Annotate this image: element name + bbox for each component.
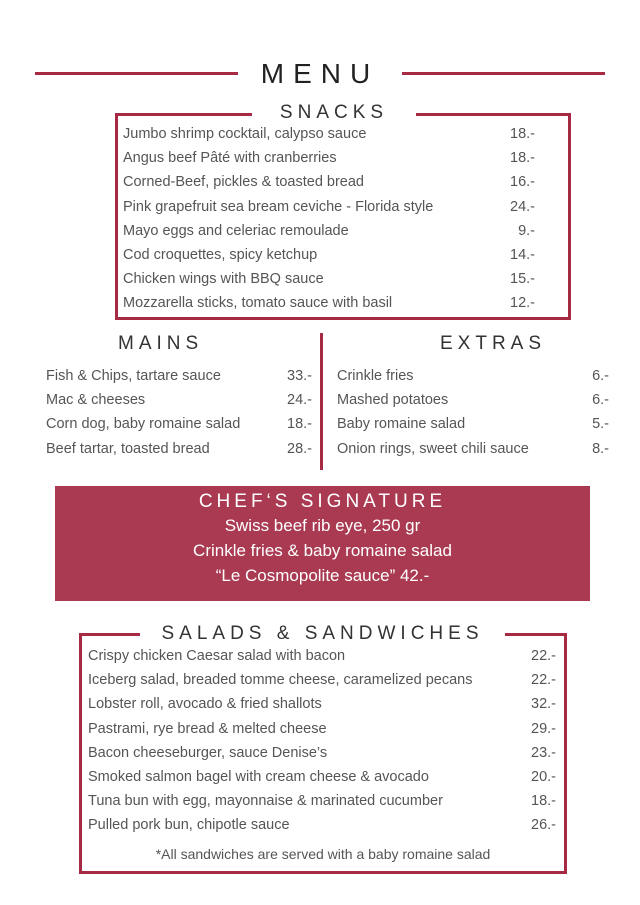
mains-extras-divider [320, 333, 323, 470]
menu-title: MENU [260, 58, 380, 89]
menu-item-name: Fish & Chips, tartare sauce [46, 368, 221, 384]
snacks-heading: SNACKS [252, 102, 416, 124]
menu-item-price: 18.- [510, 150, 535, 167]
extras-heading: EXTRAS [440, 333, 547, 354]
menu-item-name: Smoked salmon bagel with cream cheese & avocado [88, 769, 429, 785]
menu-item-name: Corn dog, baby romaine salad [46, 416, 241, 433]
menu-item-name: Angus beef Pâté with cranberries [123, 150, 337, 167]
menu-item-price: 14.- [510, 247, 535, 263]
menu-item-name: Jumbo shrimp cocktail, calypso sauce [123, 126, 367, 142]
menu-item-price: 33.- [287, 368, 312, 384]
menu-item-price: 28.- [287, 440, 312, 457]
signature-line-2: Crinkle fries & baby romaine salad [193, 541, 452, 560]
menu-item-name: Pulled pork bun, chipotle sauce [88, 817, 290, 834]
menu-item-name: Mac & cheeses [46, 392, 146, 409]
menu-item-price: 26.- [531, 817, 556, 834]
menu-item-name: Pink grapefruit sea bream ceviche - Florida style [123, 198, 434, 215]
menu-item-price: 18.- [531, 793, 556, 810]
signature-line-3: “Le Cosmopolite sauce” 42.- [215, 566, 430, 585]
mains-heading: MAINS [118, 333, 204, 354]
menu-item-price: 18.- [287, 416, 312, 433]
signature-line-1: Swiss beef rib eye, 250 gr [224, 516, 421, 535]
menu-item-price: 6.- [592, 368, 609, 384]
menu-item-name: Lobster roll, avocado & fried shallots [88, 696, 322, 713]
menu-item-price: 8.- [592, 440, 609, 457]
menu-item-name: Bacon cheeseburger, sauce Denise’s [88, 744, 328, 761]
menu-item-price: 18.- [510, 126, 535, 142]
menu-item-price: 23.- [531, 744, 556, 761]
menu-item-price: 15.- [510, 271, 535, 288]
chefs-signature-panel [55, 486, 590, 601]
menu-item-price: 20.- [531, 769, 556, 785]
menu-item-name: Crispy chicken Caesar salad with bacon [88, 648, 346, 664]
signature-heading: CHEF‘S SIGNATURE [198, 491, 447, 512]
menu-item-price: 12.- [510, 295, 535, 312]
menu-item-name: Chicken wings with BBQ sauce [123, 271, 324, 288]
salads-heading: SALADS & SANDWICHES [140, 623, 505, 645]
menu-item-price: 6.- [592, 392, 609, 409]
menu-item-name: Corned-Beef, pickles & toasted bread [123, 174, 364, 191]
menu-item-name: Iceberg salad, breaded tomme cheese, caramelized pecans [88, 672, 473, 689]
menu-item-name: Tuna bun with egg, mayonnaise & marinated cucumber [88, 793, 443, 810]
menu-item-name: Pastrami, rye bread & melted cheese [88, 720, 327, 737]
snacks-box [115, 113, 571, 320]
menu-item-name: Mashed potatoes [337, 392, 449, 409]
menu-item-name: Mayo eggs and celeriac remoulade [123, 222, 349, 239]
menu-item-name: Crinkle fries [337, 368, 414, 384]
menu-item-price: 32.- [531, 696, 556, 713]
menu-item-price: 24.- [510, 198, 535, 215]
menu-item-price: 29.- [531, 720, 556, 737]
menu-item-price: 9.- [518, 222, 535, 239]
menu-item-name: Baby romaine salad [337, 416, 466, 433]
menu-item-name: Mozzarella sticks, tomato sauce with basil [123, 295, 393, 312]
menu-item-name: Cod croquettes, spicy ketchup [123, 247, 318, 263]
menu-item-name: Onion rings, sweet chili sauce [337, 440, 529, 457]
menu-item-price: 5.- [592, 416, 609, 433]
menu-item-price: 16.- [510, 174, 535, 191]
menu-item-price: 22.- [531, 672, 556, 689]
menu-item-price: 24.- [287, 392, 312, 409]
sandwich-note: *All sandwiches are served with a baby romaine salad [155, 846, 491, 862]
menu-item-price: 22.- [531, 648, 556, 664]
menu-item-name: Beef tartar, toasted bread [46, 440, 210, 457]
